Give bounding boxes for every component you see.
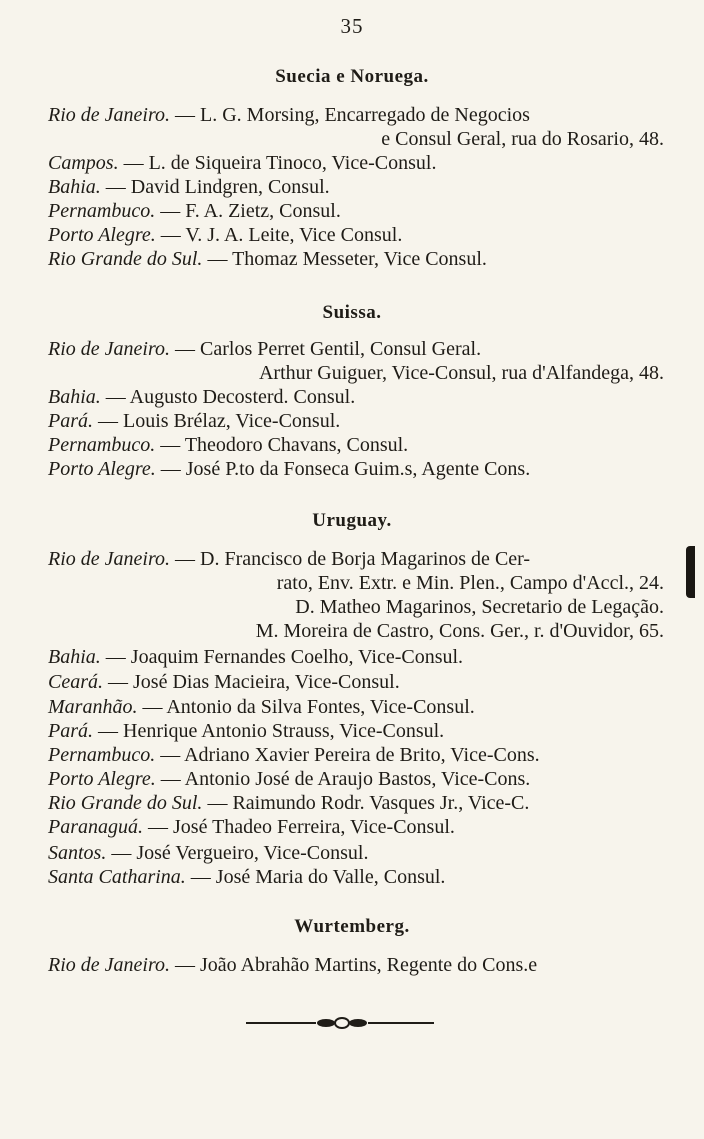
entry-city: Ceará.	[48, 671, 103, 693]
entry-text: — Henrique Antonio Strauss, Vice-Consul.	[93, 720, 445, 742]
page-edge-mark	[686, 546, 695, 598]
entry-line	[48, 792, 664, 815]
entry-city: Pernambuco.	[48, 744, 156, 766]
entry-city: Pará.	[48, 410, 93, 432]
entry-line	[48, 224, 664, 247]
entry-text: — Antonio da Silva Fontes, Vice-Consul.	[137, 696, 475, 718]
entry-city: Rio de Janeiro.	[48, 954, 171, 976]
entry-text: — José Vergueiro, Vice-Consul.	[106, 842, 369, 864]
entry-text: — L. G. Morsing, Encarregado de Negocios	[170, 104, 530, 126]
entry-line	[48, 816, 664, 839]
entry-continuation: M. Moreira de Castro, Cons. Ger., r. d'Ouvidor, 65.	[255, 620, 664, 642]
entry-line	[48, 671, 664, 694]
entry-city: Bahia.	[48, 646, 101, 668]
entry-text: — V. J. A. Leite, Vice Consul.	[155, 224, 403, 246]
entry-city: Santos.	[48, 842, 107, 864]
entry-city: Pernambuco.	[48, 200, 156, 222]
entry-text: — José Thadeo Ferreira, Vice-Consul.	[143, 816, 455, 838]
entry-text: — L. de Siqueira Tinoco, Vice-Consul.	[118, 152, 437, 174]
entry-text: — Antonio José de Araujo Bastos, Vice-Cons.	[155, 768, 531, 790]
section-heading-wurtemberg: Wurtemberg.	[294, 916, 410, 937]
ornament-divider	[246, 1014, 434, 1032]
entry-text: — João Abrahão Martins, Regente do Cons.e	[170, 954, 538, 976]
entry-city: Porto Alegre.	[48, 458, 156, 480]
entry-text: — F. A. Zietz, Consul.	[155, 200, 341, 222]
entry-line	[48, 434, 664, 457]
entry-city: Rio de Janeiro.	[48, 104, 171, 126]
entry-line	[48, 410, 664, 433]
entry-city: Rio Grande do Sul.	[48, 792, 203, 814]
entry-city: Paranaguá.	[48, 816, 143, 838]
entry-line	[48, 152, 664, 175]
section-heading-uruguay: Uruguay.	[312, 510, 392, 531]
entry-text: — Augusto Decosterd. Consul.	[100, 386, 356, 408]
entry-continuation: Arthur Guiguer, Vice-Consul, rua d'Alfandega, 48.	[258, 362, 664, 384]
entry-line	[48, 104, 664, 127]
entry-city: Rio de Janeiro.	[48, 548, 171, 570]
entry-city: Rio de Janeiro.	[48, 338, 171, 360]
entry-line	[48, 248, 664, 271]
entry-line	[48, 176, 664, 199]
entry-text: — D. Francisco de Borja Magarinos de Cer-	[170, 548, 531, 570]
entry-line	[48, 696, 664, 719]
section-heading-suecia: Suecia e Noruega.	[275, 66, 429, 87]
entry-city: Porto Alegre.	[48, 768, 156, 790]
entry-city: Bahia.	[48, 386, 101, 408]
entry-city: Santa Catharina.	[48, 866, 186, 888]
entry-continuation: D. Matheo Magarinos, Secretario de Legação.	[295, 596, 664, 618]
entry-text: — David Lindgren, Consul.	[100, 176, 330, 198]
entry-line	[48, 338, 664, 361]
entry-city: Porto Alegre.	[48, 224, 156, 246]
entry-city: Pará.	[48, 720, 93, 742]
entry-text: — José Dias Macieira, Vice-Consul.	[103, 671, 400, 693]
entry-line	[48, 768, 664, 791]
entry-text: — Theodoro Chavans, Consul.	[155, 434, 409, 456]
section-heading-suissa: Suissa.	[322, 302, 382, 323]
entry-line	[48, 842, 664, 865]
entry-city: Pernambuco.	[48, 434, 156, 456]
entry-continuation: rato, Env. Extr. e Min. Plen., Campo d'Accl., 24.	[276, 572, 664, 594]
entry-line	[48, 646, 664, 669]
entry-line	[48, 458, 664, 481]
entry-line	[48, 954, 664, 977]
entry-continuation: e Consul Geral, rua do Rosario, 48.	[381, 128, 664, 150]
entry-text: — Adriano Xavier Pereira de Brito, Vice-Cons.	[155, 744, 540, 766]
entry-line	[48, 744, 664, 767]
entry-line	[48, 720, 664, 743]
entry-city: Campos.	[48, 152, 119, 174]
entry-text: — Carlos Perret Gentil, Consul Geral.	[170, 338, 482, 360]
entry-text: — Raimundo Rodr. Vasques Jr., Vice-C.	[202, 792, 530, 814]
entry-text: — Thomaz Messeter, Vice Consul.	[202, 248, 487, 270]
entry-text: — Joaquim Fernandes Coelho, Vice-Consul.	[100, 646, 464, 668]
page-number: 35	[340, 14, 364, 38]
entry-line	[48, 866, 664, 889]
entry-line	[48, 386, 664, 409]
entry-line	[48, 200, 664, 223]
entry-text: — José Maria do Valle, Consul.	[185, 866, 446, 888]
entry-city: Bahia.	[48, 176, 101, 198]
entry-text: — José P.to da Fonseca Guim.s, Agente Cons.	[155, 458, 531, 480]
entry-text: — Louis Brélaz, Vice-Consul.	[93, 410, 341, 432]
entry-city: Maranhão.	[48, 696, 138, 718]
entry-line	[48, 548, 664, 571]
entry-city: Rio Grande do Sul.	[48, 248, 203, 270]
